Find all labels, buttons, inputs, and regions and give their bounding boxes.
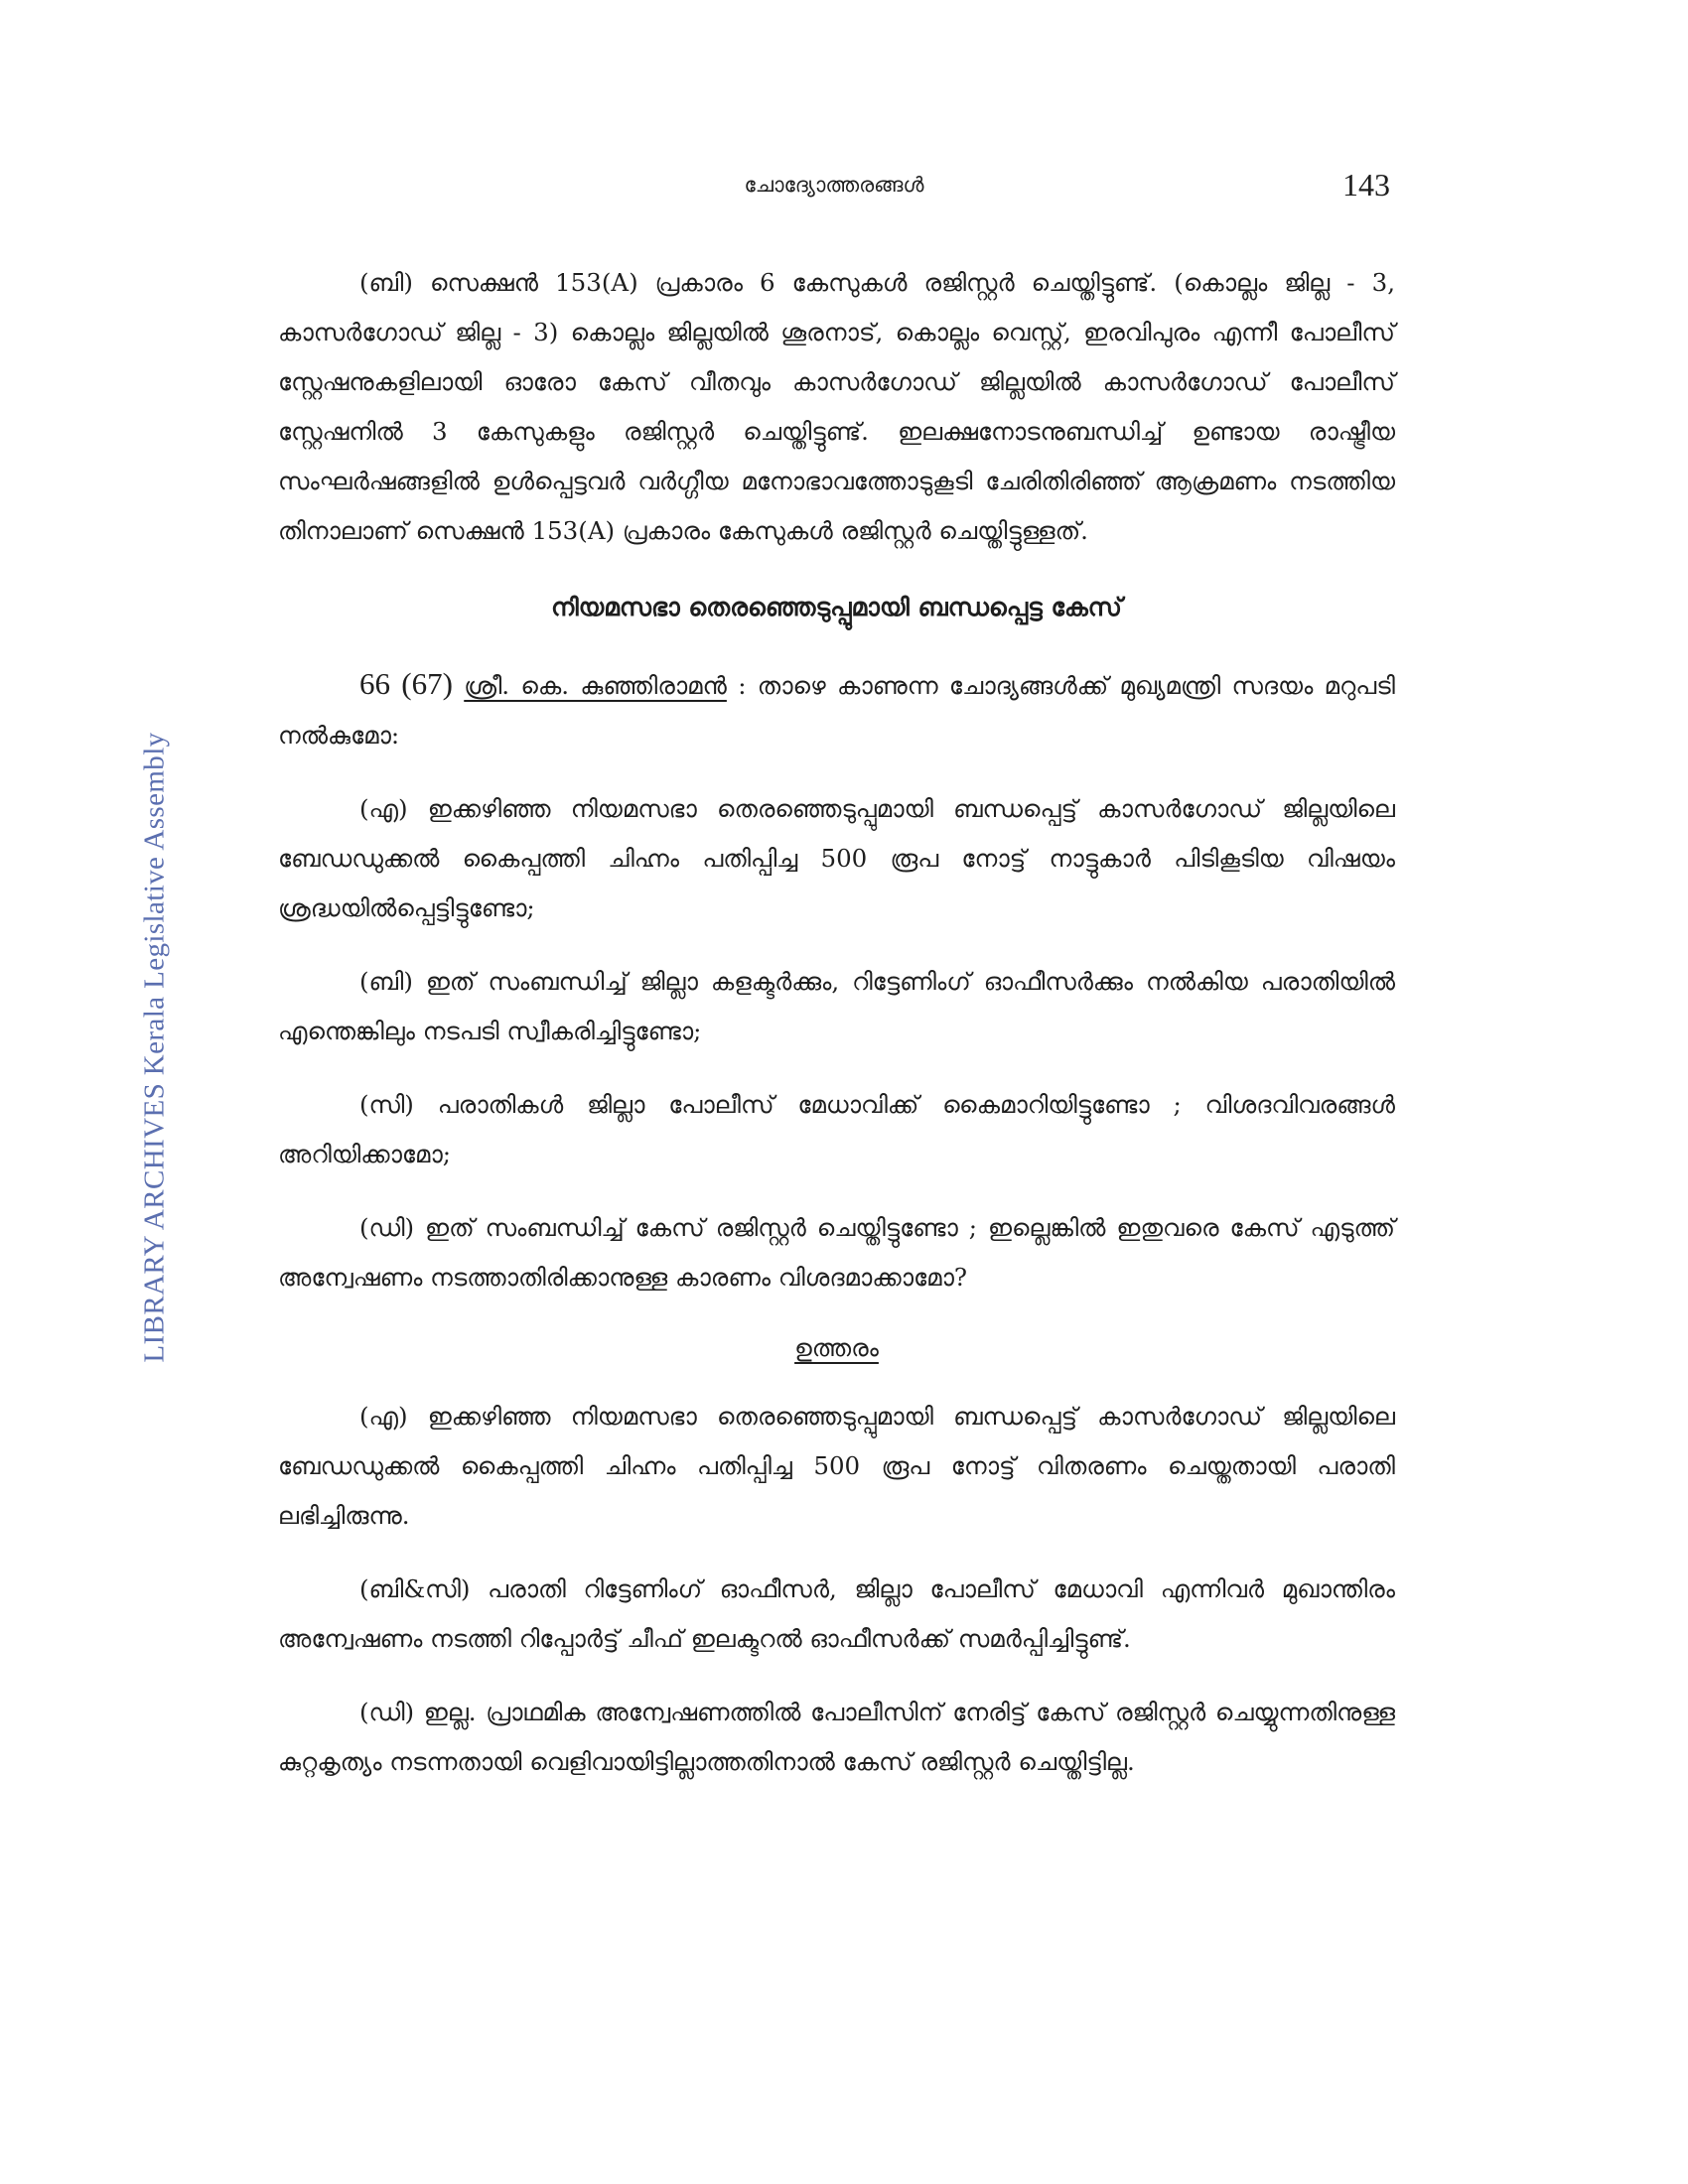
question-intro-text: : താഴെ കാണുന്ന ചോദ്യങ്ങൾക്ക് മുഖ്യമന്ത്രി സദയം മറുപടി നൽകുമോ: [278,671,1395,750]
answer-part: (ബി&സി) പരാതി റിട്ടേണിംഗ് ഓഫീസർ, ജില്ലാ പോലീസ് മേധാവി എന്നിവർ മുഖാന്തിരം അന്വേഷണം നടത്തി റിപ്പോർട്ട് ചീഫ് ഇലക്ടറൽ ഓഫീസർക്ക് സമർപ്പിച്ചിട്ടുണ്ട്. [278,1574,1395,1653]
question-part: (സി) പരാതികൾ ജില്ലാ പോലീസ് മേധാവിക്ക് കൈമാറിയിട്ടുണ്ടോ ; വിശദവിവരങ്ങൾ അറിയിക്കാമോ; [278,1090,1395,1168]
question-number: 66 (67) [359,666,453,701]
answer-heading [278,1326,1395,1370]
body-text [278,258,1395,1811]
answer-part: (എ) ഇക്കഴിഞ്ഞ നിയമസഭാ തെരഞ്ഞെടുപ്പുമായി ബന്ധപ്പെട്ട് കാസർഗോഡ് ജില്ലയിലെ ബേഡഡുക്കൽ കൈപ്പത്തി ചിഹ്നം പതിപ്പിച്ച 500 രൂപ നോട്ട് വിതരണം ചെയ്തതായി പരാതി ലഭിച്ചിരുന്നു. [278,1402,1395,1530]
question-part: (എ) ഇക്കഴിഞ്ഞ നിയമസഭാ തെരഞ്ഞെടുപ്പുമായി ബന്ധപ്പെട്ട് കാസർഗോഡ് ജില്ലയിലെ ബേഡഡുക്കൽ കൈപ്പത്തി ചിഹ്നം പതിപ്പിച്ച 500 രൂപ നോട്ട് നാട്ടുകാർ പിടികൂടിയ വിഷയം ശ്രദ്ധയിൽപ്പെട്ടിട്ടുണ്ടോ; [278,794,1395,922]
question-intro [278,659,1395,760]
running-title: ചോദ്യോത്തരങ്ങൾ [744,173,924,197]
running-header [278,167,1390,206]
section-heading: നിയമസഭാ തെരഞ്ഞെടുപ്പുമായി ബന്ധപ്പെട്ട കേസ് [551,593,1122,621]
question-part: (ബി) ഇത് സംബന്ധിച്ച് ജില്ലാ കളക്ടർക്കും, റിട്ടേണിംഗ് ഓഫീസർക്കും നൽകിയ പരാതിയിൽ എന്തെങ്കിലും നടപടി സ്വീകരിച്ചിട്ടുണ്ടോ; [278,967,1395,1045]
intro-paragraph: (ബി) സെക്ഷൻ 153(A) പ്രകാരം 6 കേസുകൾ രജിസ്റ്റർ ചെയ്തിട്ടുണ്ട്. (കൊല്ലം ജില്ല - 3, കാസർഗോഡ് ജില്ല - 3) കൊല്ലം ജില്ലയിൽ ശൂരനാട്, കൊല്ലം വെസ്റ്റ്, ഇരവിപുരം എന്നീ പോലീസ് സ്റ്റേഷനുകളിലായി ഓരോ കേസ് വീതവും കാസർഗോഡ് ജില്ലയിൽ കാസർഗോഡ് പോലീസ് സ്റ്റേഷനിൽ 3 കേസുകളും രജിസ്റ്റർ ചെയ്തിട്ടുണ്ട്. ഇലക്ഷനോടനുബന്ധിച്ച് ഉണ്ടായ രാഷ്ട്രീയ സംഘർഷങ്ങളിൽ ഉൾപ്പെട്ടവർ വർഗ്ഗീയ മനോഭാവത്തോടുകൂടി ചേരിതിരിഞ്ഞ് ആക്രമണം നടത്തിയ തിനാലാണ് സെക്ഷൻ 153(A) പ്രകാരം കേസുകൾ രജിസ്റ്റർ ചെയ്തിട്ടുള്ളത്. [278,268,1395,545]
question-part: (ഡി) ഇത് സംബന്ധിച്ച് കേസ് രജിസ്റ്റർ ചെയ്തിട്ടുണ്ടോ ; ഇല്ലെങ്കിൽ ഇതുവരെ കേസ് എടുത്ത് അന്വേഷണം നടത്താതിരിക്കാനുള്ള കാരണം വിശദമാക്കാമോ? [278,1213,1395,1292]
answer-heading-text: ഉത്തരം [794,1333,879,1362]
page-number: 143 [1342,167,1390,203]
member-name: ശ്രീ. കെ. കുഞ്ഞിരാമൻ [464,671,727,700]
answer-part: (ഡി) ഇല്ല. പ്രാഥമിക അന്വേഷണത്തിൽ പോലീസിന് നേരിട്ട് കേസ് രജിസ്റ്റർ ചെയ്യുന്നതിനുള്ള കുറ്റകൃത്യം നടന്നതായി വെളിവായിട്ടില്ലാത്തതിനാൽ കേസ് രജിസ്റ്റർ ചെയ്തിട്ടില്ല. [278,1698,1395,1776]
archive-watermark: LIBRARY ARCHIVES Kerala Legislative Assembly [138,732,171,1363]
